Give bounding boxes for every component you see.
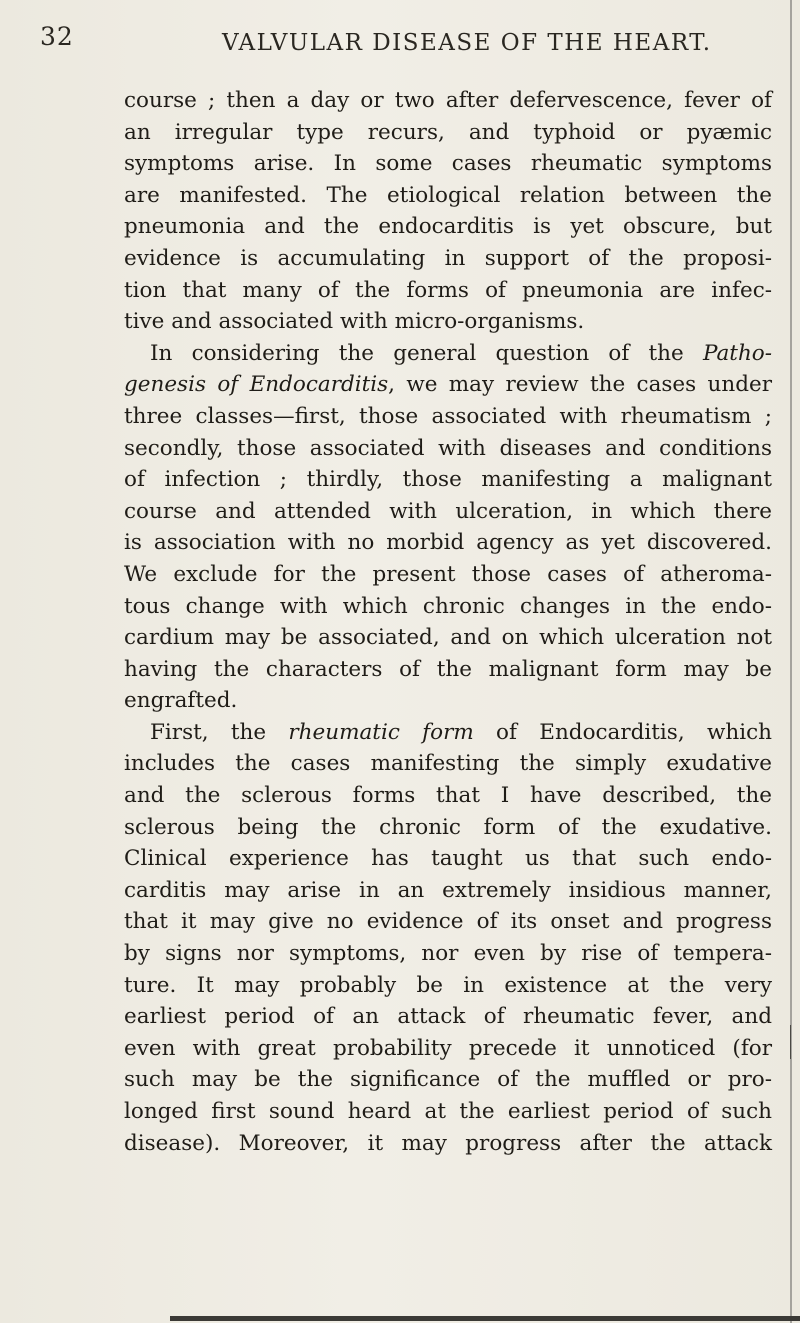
text-line: First, the rheumatic form of Endocarditis, which xyxy=(150,719,772,745)
text-line: are manifested. The etiological relation between the xyxy=(124,182,772,208)
text-line: course ; then a day or two after defervescence, fever of xyxy=(124,88,772,113)
text-line: course and attended with ulceration, in which there xyxy=(124,498,772,524)
text-line: disease). Moreover, it may progress after the attack xyxy=(124,1130,772,1156)
text-line: evidence is accumulating in support of the proposi- xyxy=(124,245,772,271)
text-line: Clinical experience has taught us that such endo- xyxy=(124,846,772,872)
text-line: carditis may arise in an extremely insidious manner, xyxy=(124,877,772,903)
text-line: three classes—first, those associated with rheumatism ; xyxy=(124,403,772,429)
text-line: of infection ; thirdly, those manifesting a malignant xyxy=(124,467,772,493)
text-line: includes the cases manifesting the simply exudative xyxy=(124,751,772,777)
text-line: by signs nor symptoms, nor even by rise of tempera- xyxy=(124,941,772,967)
text-line: We exclude for the present those cases of atheroma- xyxy=(124,561,772,587)
text-line: even with great probability precede it unnoticed (for xyxy=(124,1035,772,1061)
text-line: pneumonia and the endocarditis is yet obscure, but xyxy=(124,214,772,240)
text-line: having the characters of the malignant form may be xyxy=(124,656,772,682)
page-edge-rule xyxy=(790,0,792,1323)
running-head: VALVULAR DISEASE OF THE HEART. xyxy=(222,30,712,56)
text-line: tive and associated with micro-organisms. xyxy=(124,309,585,335)
page-bottom-rule xyxy=(170,1316,800,1321)
text-line: such may be the significance of the muffled or pro- xyxy=(124,1067,772,1093)
text-line: is association with no morbid agency as yet discovered. xyxy=(124,530,772,556)
text-line: secondly, those associated with diseases and conditions xyxy=(124,435,772,461)
text-line: ture. It may probably be in existence at the very xyxy=(124,972,772,998)
text-line: symptoms arise. In some cases rheumatic symptoms xyxy=(124,151,772,177)
text-line: tous change with which chronic changes in the endo- xyxy=(124,593,772,619)
text-line: In considering the general question of the Patho- xyxy=(150,340,772,366)
page-edge-mark xyxy=(790,1025,791,1059)
text-line: genesis of Endocarditis, we may review the cases under xyxy=(124,372,772,398)
page-number: 32 xyxy=(40,22,74,51)
text-line: cardium may be associated, and on which ulceration not xyxy=(124,625,772,651)
text-line: earliest period of an attack of rheumatic fever, and xyxy=(124,1004,772,1030)
text-line: and the sclerous forms that I have described, the xyxy=(124,783,772,809)
text-line: tion that many of the forms of pneumonia are infec- xyxy=(124,277,772,303)
text-line: an irregular type recurs, and typhoid or pyæmic xyxy=(124,119,772,145)
text-line: sclerous being the chronic form of the exudative. xyxy=(124,814,772,840)
text-line: engrafted. xyxy=(124,688,238,714)
body-text xyxy=(124,85,772,1159)
text-line: longed first sound heard at the earliest period of such xyxy=(124,1099,772,1124)
text-line: that it may give no evidence of its onset and progress xyxy=(124,909,772,935)
